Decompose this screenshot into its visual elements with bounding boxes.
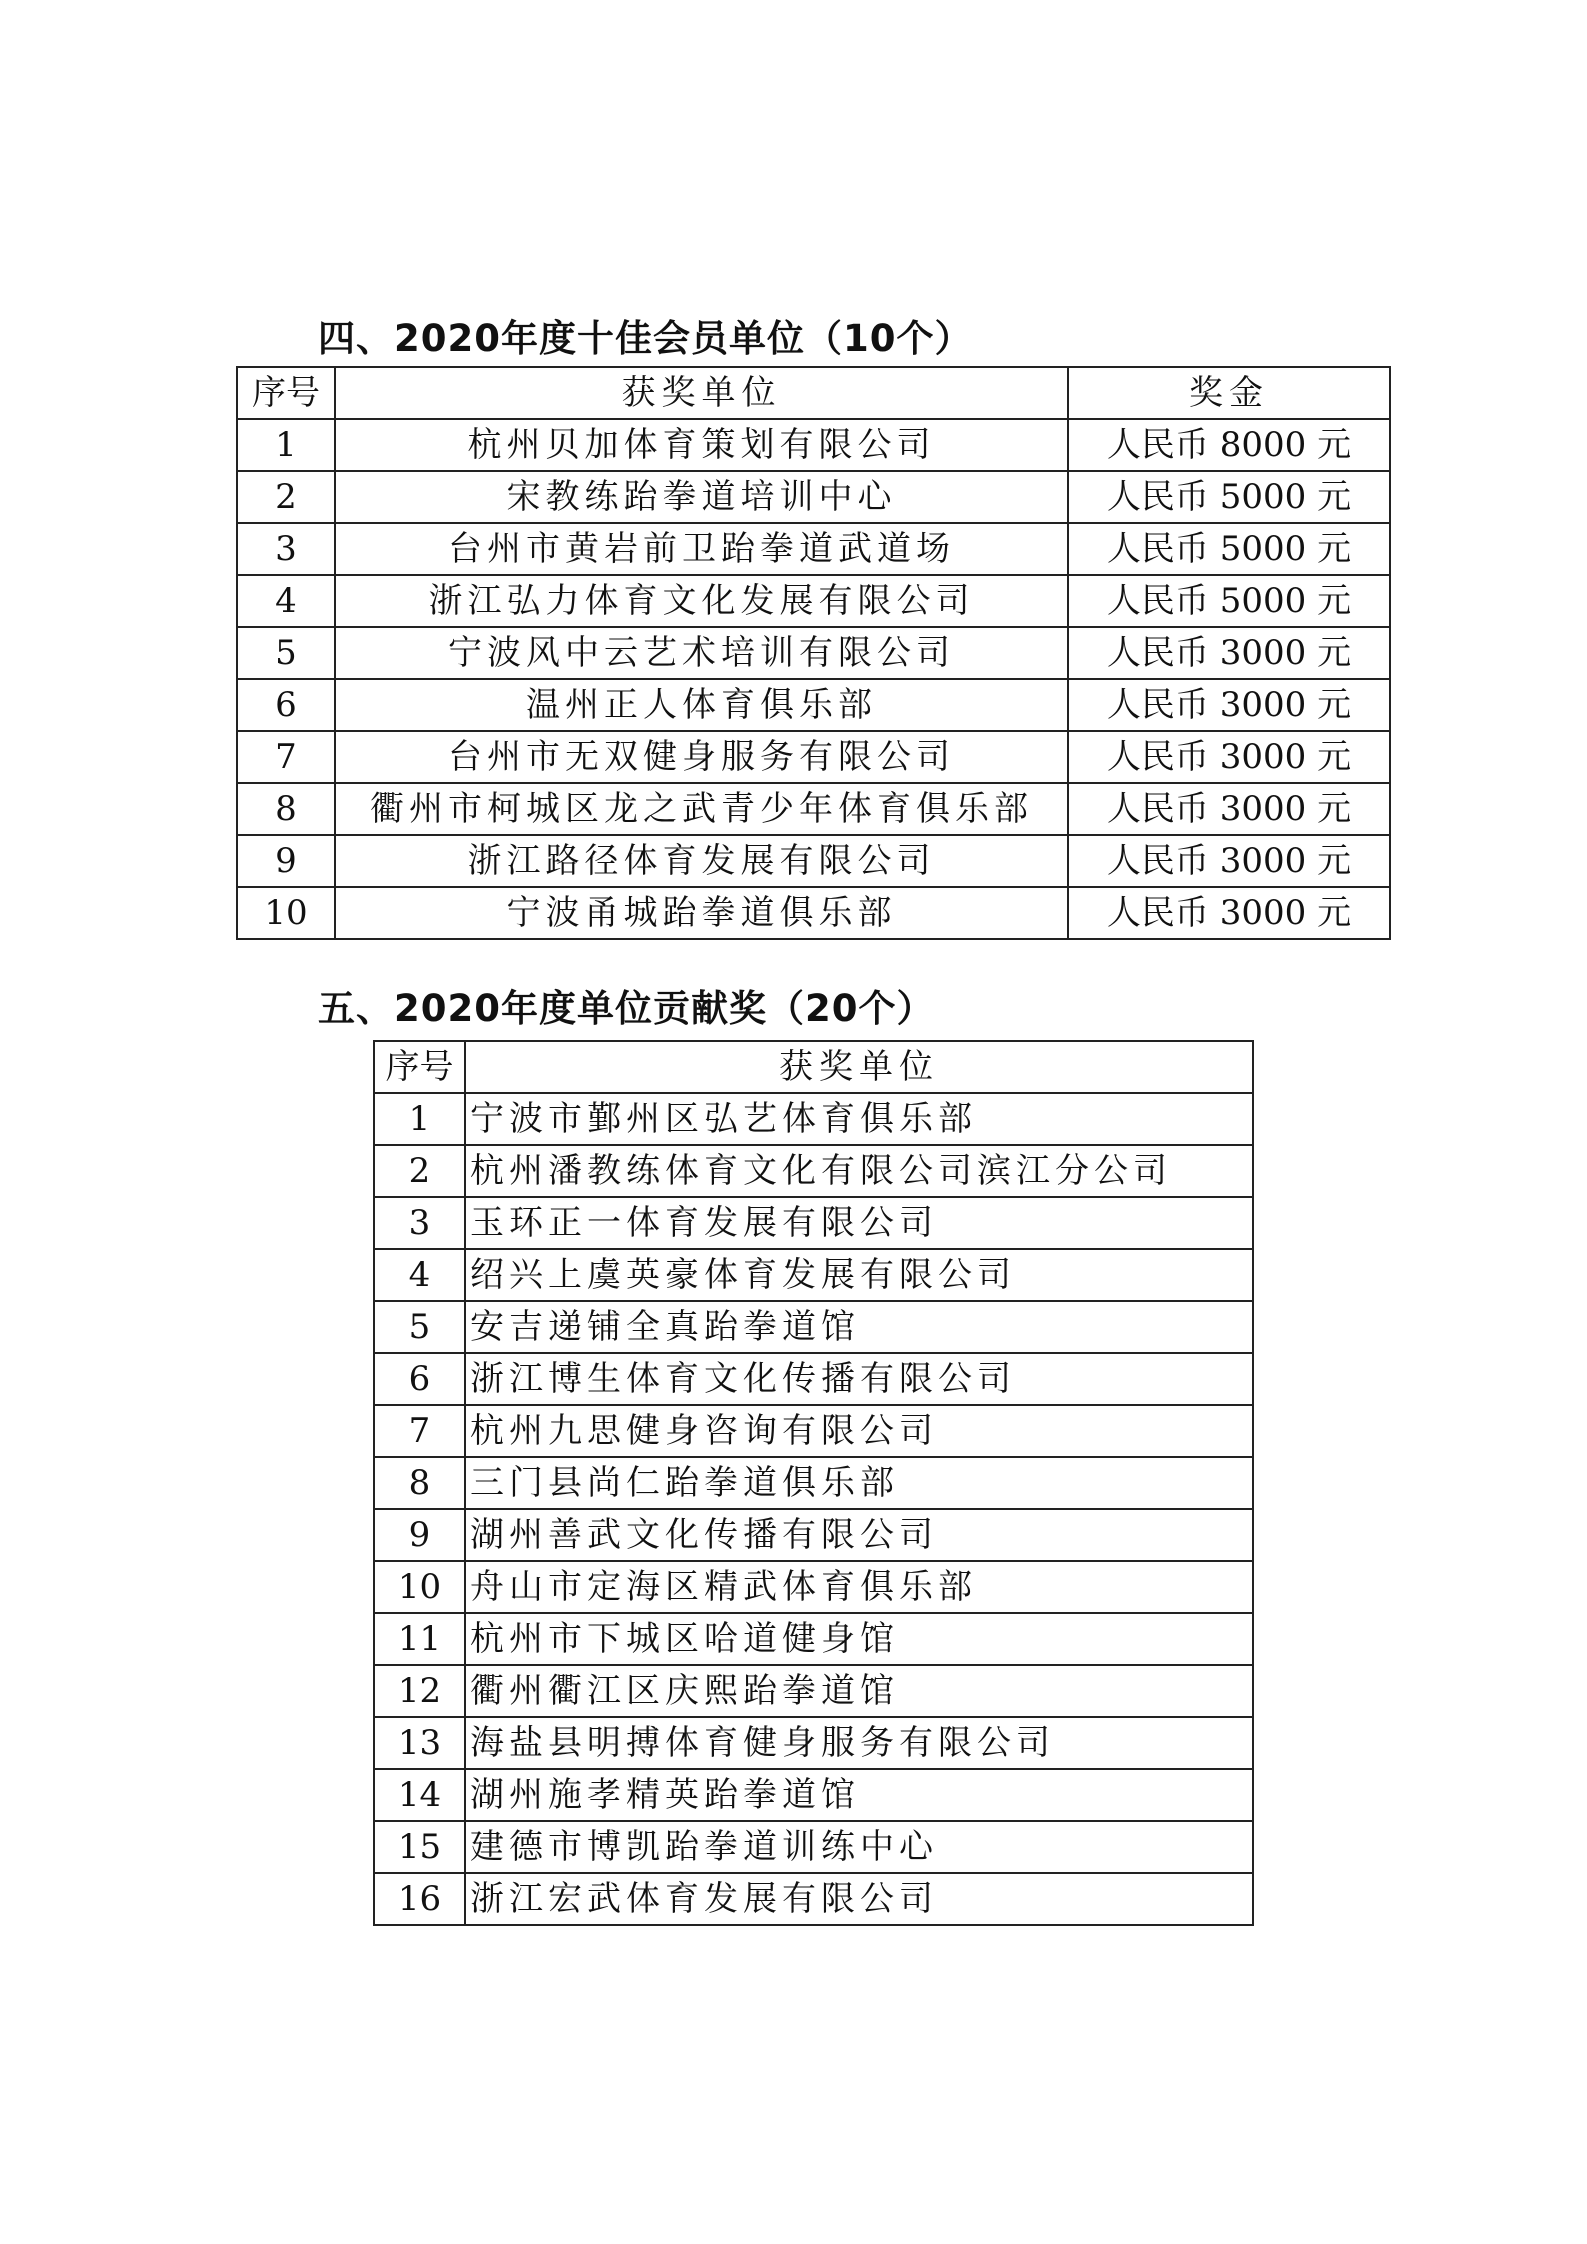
header-no: 序号 (237, 367, 335, 419)
table-row (237, 887, 1390, 939)
table-row (374, 1353, 1253, 1405)
cell-prize: 人民币 3000 元 (1068, 835, 1390, 887)
cell-no: 8 (237, 783, 335, 835)
table-row (374, 1457, 1253, 1509)
cell-prize: 人民币 5000 元 (1068, 523, 1390, 575)
table-row (374, 1249, 1253, 1301)
cell-unit: 三门县尚仁跆拳道俱乐部 (465, 1457, 1253, 1509)
cell-unit: 海盐县明搏体育健身服务有限公司 (465, 1717, 1253, 1769)
cell-unit: 浙江博生体育文化传播有限公司 (465, 1353, 1253, 1405)
cell-no: 7 (374, 1405, 465, 1457)
table-row (374, 1717, 1253, 1769)
table-row (237, 783, 1390, 835)
cell-unit: 安吉递铺全真跆拳道馆 (465, 1301, 1253, 1353)
cell-no: 1 (237, 419, 335, 471)
cell-unit: 绍兴上虞英豪体育发展有限公司 (465, 1249, 1253, 1301)
table-header-row (237, 367, 1390, 419)
cell-no: 1 (374, 1093, 465, 1145)
cell-unit: 玉环正一体育发展有限公司 (465, 1197, 1253, 1249)
header-prize: 奖金 (1068, 367, 1390, 419)
table-row (237, 575, 1390, 627)
table-row (374, 1093, 1253, 1145)
table-row (374, 1145, 1253, 1197)
cell-unit: 浙江宏武体育发展有限公司 (465, 1873, 1253, 1925)
table-row (237, 627, 1390, 679)
cell-no: 12 (374, 1665, 465, 1717)
table-row (237, 419, 1390, 471)
table-row (374, 1509, 1253, 1561)
cell-unit: 宋教练跆拳道培训中心 (335, 471, 1068, 523)
cell-no: 3 (374, 1197, 465, 1249)
header-unit: 获奖单位 (465, 1041, 1253, 1093)
cell-no: 3 (237, 523, 335, 575)
table-row (374, 1873, 1253, 1925)
cell-unit: 建德市博凯跆拳道训练中心 (465, 1821, 1253, 1873)
cell-no: 7 (237, 731, 335, 783)
top10-members-table (236, 366, 1391, 940)
cell-unit: 浙江路径体育发展有限公司 (335, 835, 1068, 887)
table-row (374, 1769, 1253, 1821)
cell-no: 11 (374, 1613, 465, 1665)
cell-unit: 杭州潘教练体育文化有限公司滨江分公司 (465, 1145, 1253, 1197)
cell-prize: 人民币 3000 元 (1068, 679, 1390, 731)
table-row (374, 1665, 1253, 1717)
contribution-award-table (373, 1040, 1254, 1926)
table-row (237, 523, 1390, 575)
cell-unit: 湖州善武文化传播有限公司 (465, 1509, 1253, 1561)
cell-no: 4 (374, 1249, 465, 1301)
table-row (374, 1561, 1253, 1613)
section4-title: 四、2020年度十佳会员单位（10个） (318, 317, 973, 360)
header-no: 序号 (374, 1041, 465, 1093)
cell-no: 2 (374, 1145, 465, 1197)
cell-no: 15 (374, 1821, 465, 1873)
cell-prize: 人民币 5000 元 (1068, 575, 1390, 627)
table-row (237, 731, 1390, 783)
cell-unit: 杭州贝加体育策划有限公司 (335, 419, 1068, 471)
cell-unit: 宁波市鄞州区弘艺体育俱乐部 (465, 1093, 1253, 1145)
cell-prize: 人民币 3000 元 (1068, 731, 1390, 783)
cell-unit: 台州市无双健身服务有限公司 (335, 731, 1068, 783)
cell-no: 6 (374, 1353, 465, 1405)
cell-unit: 舟山市定海区精武体育俱乐部 (465, 1561, 1253, 1613)
cell-no: 14 (374, 1769, 465, 1821)
cell-unit: 宁波风中云艺术培训有限公司 (335, 627, 1068, 679)
table-row (237, 679, 1390, 731)
table-header-row (374, 1041, 1253, 1093)
cell-prize: 人民币 5000 元 (1068, 471, 1390, 523)
table-row (237, 471, 1390, 523)
cell-no: 9 (237, 835, 335, 887)
cell-no: 9 (374, 1509, 465, 1561)
cell-unit: 浙江弘力体育文化发展有限公司 (335, 575, 1068, 627)
cell-unit: 杭州九思健身咨询有限公司 (465, 1405, 1253, 1457)
cell-unit: 宁波甬城跆拳道俱乐部 (335, 887, 1068, 939)
cell-unit: 温州正人体育俱乐部 (335, 679, 1068, 731)
cell-no: 16 (374, 1873, 465, 1925)
section5-title: 五、2020年度单位贡献奖（20个） (318, 987, 935, 1030)
cell-prize: 人民币 3000 元 (1068, 627, 1390, 679)
table-row (374, 1197, 1253, 1249)
cell-prize: 人民币 3000 元 (1068, 783, 1390, 835)
cell-no: 13 (374, 1717, 465, 1769)
table-row (374, 1821, 1253, 1873)
table-row (374, 1613, 1253, 1665)
cell-no: 5 (237, 627, 335, 679)
cell-no: 2 (237, 471, 335, 523)
table-row (374, 1405, 1253, 1457)
header-unit: 获奖单位 (335, 367, 1068, 419)
cell-prize: 人民币 3000 元 (1068, 887, 1390, 939)
cell-unit: 衢州市柯城区龙之武青少年体育俱乐部 (335, 783, 1068, 835)
cell-unit: 衢州衢江区庆熙跆拳道馆 (465, 1665, 1253, 1717)
cell-no: 4 (237, 575, 335, 627)
cell-no: 6 (237, 679, 335, 731)
table-row (374, 1301, 1253, 1353)
cell-no: 10 (237, 887, 335, 939)
cell-unit: 湖州施孝精英跆拳道馆 (465, 1769, 1253, 1821)
table-row (237, 835, 1390, 887)
cell-no: 5 (374, 1301, 465, 1353)
cell-no: 8 (374, 1457, 465, 1509)
cell-prize: 人民币 8000 元 (1068, 419, 1390, 471)
cell-unit: 台州市黄岩前卫跆拳道武道场 (335, 523, 1068, 575)
cell-no: 10 (374, 1561, 465, 1613)
cell-unit: 杭州市下城区哈道健身馆 (465, 1613, 1253, 1665)
